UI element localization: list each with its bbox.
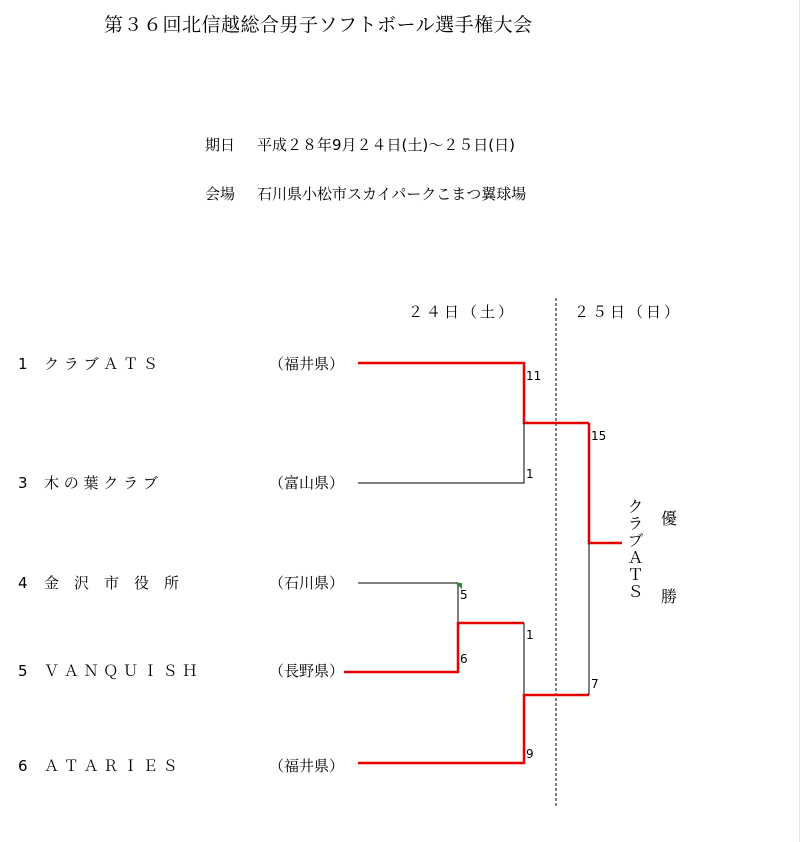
day2-header: ２５日（日）: [574, 303, 683, 321]
score-m2-bottom: 6: [460, 652, 468, 666]
venue-label: 会場: [205, 185, 236, 203]
team-prefecture: （福井県）: [269, 757, 345, 775]
day1-header: ２４日（土）: [408, 303, 517, 321]
team-name: Ａ Ｔ Ａ Ｒ Ｉ Ｅ Ｓ: [44, 757, 178, 775]
team-prefecture: （石川県）: [269, 574, 345, 592]
team-seed: 4: [18, 574, 28, 592]
page-title: 第３６回北信越総合男子ソフトボール選手権大会: [104, 14, 533, 36]
team-name: ク ラ ブ Ａ Ｔ Ｓ: [44, 355, 158, 373]
team-seed: 5: [18, 662, 28, 680]
score-m3-top: 1: [526, 628, 534, 642]
score-m2-top: 5: [460, 588, 468, 602]
champion-name: クラブＡＴＳ: [625, 498, 644, 600]
score-m3-bottom: 9: [526, 747, 534, 761]
bracket-line-team5: [344, 623, 524, 672]
team-prefecture: （長野県）: [269, 662, 345, 680]
team-name: 木 の 葉 ク ラ ブ: [44, 474, 158, 492]
team-seed: 1: [18, 355, 28, 373]
score-m1-bottom: 1: [526, 467, 534, 481]
bracket-line-team1: [358, 363, 589, 423]
score-final-bottom: 7: [591, 677, 599, 691]
bracket-line-team4: [358, 583, 458, 623]
date-value: 平成２８年9月２４日(土)～２５日(日): [257, 136, 515, 154]
champion-label-bottom: 勝: [661, 587, 678, 606]
team-seed: 6: [18, 757, 28, 775]
team-name: Ｖ Ａ Ｎ Ｑ Ｕ Ｉ Ｓ Ｈ: [44, 662, 198, 680]
champion-label-top: 優: [661, 509, 678, 528]
score-m1-top: 11: [526, 369, 542, 383]
team-prefecture: （富山県）: [269, 474, 345, 492]
date-label: 期日: [205, 136, 236, 154]
score-final-top: 15: [591, 429, 607, 443]
venue-value: 石川県小松市スカイパークこまつ翼球場: [257, 185, 527, 203]
team-seed: 3: [18, 474, 28, 492]
bracket-line-team3: [358, 423, 524, 483]
team-prefecture: （福井県）: [269, 355, 345, 373]
team-name: 金 沢 市 役 所: [44, 574, 180, 592]
bracket-line-team6: [358, 695, 589, 763]
